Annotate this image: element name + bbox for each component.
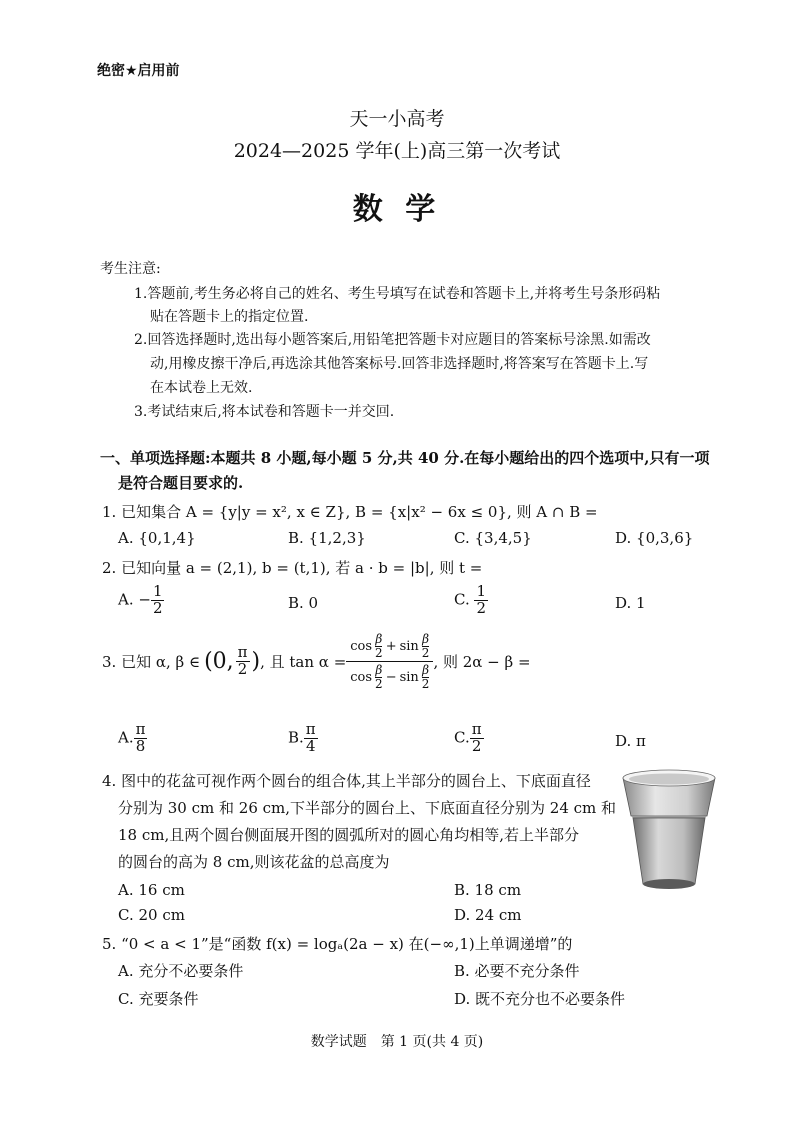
flower-pot-image [619, 768, 719, 890]
notice-line: 贴在答题卡上的指定位置. [150, 309, 309, 325]
q1-option-d: D. {0,3,6} [615, 529, 694, 547]
question-3-stem: 3. 已知 α, β ∈ (0, $\frac{\pi}{2}$ ) , 且 tan α = cos β 2 + sin β 2 cos β 2 − sin β 2 , 则 2α − β = [102, 632, 531, 691]
notice-line: 2.回答选择题时,选出每小题答案后,用铅笔把答题卡对应题目的答案标号涂黑.如需改 [134, 332, 651, 348]
q2-option-a: A. − $\frac{1}{2}$ [118, 582, 163, 617]
q5-option-c: C. 充要条件 [118, 990, 199, 1008]
q5-option-d: D. 既不充分也不必要条件 [454, 990, 626, 1008]
q5-option-a: A. 充分不必要条件 [118, 962, 244, 980]
section-heading-cont: 是符合题目要求的. [118, 474, 244, 492]
q4-option-d: D. 24 cm [454, 906, 522, 924]
q1-option-c: C. {3,4,5} [454, 529, 532, 547]
q3-option-b: B. $\frac{\pi}{4}$ [288, 720, 316, 755]
q1-option-b: B. {1,2,3} [288, 529, 366, 547]
question-4-line: 的圆台的高为 8 cm,则该花盆的总高度为 [118, 853, 390, 871]
q2-option-c: C. $\frac{1}{2}$ [454, 582, 487, 617]
notice-line: 3.考试结束后,将本试卷和答题卡一并交回. [134, 404, 395, 420]
question-4-line: 4. 图中的花盆可视作两个圆台的组合体,其上半部分的圆台上、下底面直径 [102, 772, 591, 790]
q3-option-d: D. π [615, 732, 646, 750]
question-4-line: 分别为 30 cm 和 26 cm,下半部分的圆台上、下底面直径分别为 24 cm 和 [118, 799, 617, 817]
q4-option-b: B. 18 cm [454, 881, 522, 899]
q4-option-c: C. 20 cm [118, 906, 185, 924]
notice-line: 1.答题前,考生务必将自己的姓名、考生号填写在试卷和答题卡上,并将考生号条形码粘 [134, 286, 661, 302]
q1-option-a: A. {0,1,4} [118, 529, 196, 547]
question-1-stem: 1. 已知集合 A = {y|y = x², x ∈ Z}, B = {x|x² − 6x ≤ 0}, 则 A ∩ B = [102, 503, 598, 521]
tan-fraction: cos β 2 + sin β 2 cos β 2 − sin β 2 [346, 633, 433, 690]
notice-line: 动,用橡皮擦干净后,再选涂其他答案标号.回答非选择题时,将答案写在答题卡上.写 [150, 356, 649, 372]
q3-option-a: A. $\frac{\pi}{8}$ [118, 720, 146, 755]
question-5-stem: 5. “0 < a < 1”是“函数 f(x) = logₐ(2a − x) 在(−∞,1)上单调递增”的 [102, 935, 573, 953]
question-2-stem: 2. 已知向量 a = (2,1), b = (t,1), 若 a · b = |b|, 则 t = [102, 559, 483, 577]
q2-option-d: D. 1 [615, 594, 646, 612]
section-heading: 一、单项选择题:本题共 8 小题,每小题 5 分,共 40 分.在每小题给出的四个选项中,只有一项 [100, 449, 710, 467]
notice-title: 考生注意: [100, 261, 161, 277]
exam-org: 天一小高考 [349, 108, 445, 130]
question-4-line: 18 cm,且两个圆台侧面展开图的圆弧所对的圆心角均相等,若上半部分 [118, 826, 580, 844]
q5-option-b: B. 必要不充分条件 [454, 962, 580, 980]
q2-option-b: B. 0 [288, 594, 319, 612]
exam-title: 2024—2025 学年(上)高三第一次考试 [233, 140, 561, 162]
confidential-label: 绝密★启用前 [97, 63, 180, 79]
q3-option-c: C. $\frac{\pi}{2}$ [454, 720, 482, 755]
notice-line: 在本试卷上无效. [150, 380, 253, 396]
q4-option-a: A. 16 cm [118, 881, 185, 899]
subject-title: 数 学 [352, 192, 442, 227]
page-footer: 数学试题 第 1 页(共 4 页) [310, 1034, 484, 1050]
